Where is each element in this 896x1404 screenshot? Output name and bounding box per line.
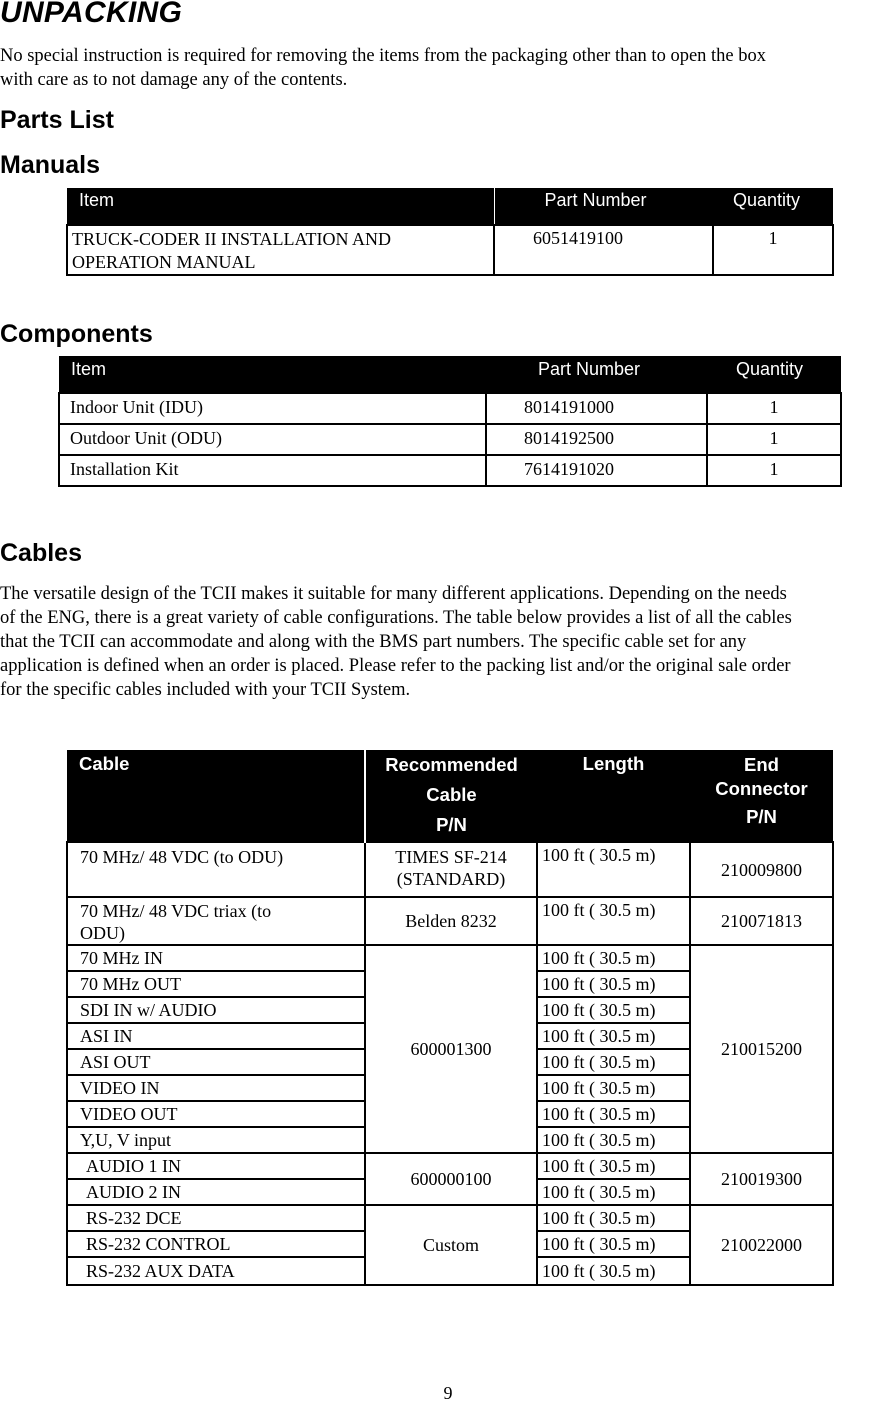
page-number: 9 <box>443 1383 453 1403</box>
cables-paragraph: The versatile design of the TCII makes it suitable for many different applications. Depending on the needs of the ENG, there is a great variety of cable configurations. The table below provides a list of all the cables that the TCII can accommodate and along with the BMS part numbers. The specific cable set for any application is defined when an order is placed. Please refer to the packing list and/or the original sale order for the specific cables included with your TCII System. <box>0 584 792 700</box>
manuals-heading: Manuals <box>0 151 101 179</box>
table-row: RS-232 DCE Custom 100 ft ( 30.5 m) 210022000 <box>67 1205 833 1231</box>
table-row: AUDIO 1 IN 600000100 100 ft ( 30.5 m) 210019300 <box>67 1153 833 1179</box>
cables-header-cable: Cable <box>67 750 365 842</box>
table-row: Outdoor Unit (ODU) 8014192500 1 <box>59 424 841 455</box>
cables-table <box>66 750 834 1286</box>
manuals-row <box>67 225 833 275</box>
table-row: ASI OUT 100 ft ( 30.5 m) <box>67 1049 833 1075</box>
components-header-part: Part Number <box>486 356 707 393</box>
table-row: 70 MHz OUT 100 ft ( 30.5 m) <box>67 971 833 997</box>
manuals-header-part: Part Number <box>494 188 713 225</box>
table-row: ASI IN 100 ft ( 30.5 m) <box>67 1023 833 1049</box>
manuals-item-cell: TRUCK-CODER II INSTALLATION AND OPERATION MANUAL <box>67 225 494 275</box>
page-title: UNPACKING <box>0 0 183 29</box>
table-row: VIDEO IN 100 ft ( 30.5 m) <box>67 1075 833 1101</box>
table-row: 70 MHz IN 600001300 100 ft ( 30.5 m) 210015200 <box>67 945 833 971</box>
components-table <box>58 356 842 487</box>
table-row: Indoor Unit (IDU) 8014191000 1 <box>59 393 841 424</box>
components-header-item: Item <box>59 356 486 393</box>
intro-paragraph: No special instruction is required for removing the items from the packaging other than to open the box with care as to not damage any of the contents. <box>0 46 767 90</box>
parts-list-heading: Parts List <box>0 106 114 134</box>
manuals-part-cell: 6051419100 <box>494 225 713 275</box>
table-row: AUDIO 2 IN 100 ft ( 30.5 m) <box>67 1179 833 1205</box>
cables-header-length: Length <box>537 750 690 842</box>
table-row: Installation Kit 7614191020 1 <box>59 455 841 486</box>
components-heading: Components <box>0 320 153 348</box>
manuals-qty-cell: 1 <box>713 225 833 275</box>
manuals-header-item: Item <box>67 188 494 225</box>
cables-header-end-connector: End Connector P/N <box>690 750 833 842</box>
table-row: VIDEO OUT 100 ft ( 30.5 m) <box>67 1101 833 1127</box>
table-row: RS-232 CONTROL 100 ft ( 30.5 m) <box>67 1231 833 1257</box>
table-row: 70 MHz/ 48 VDC triax (to ODU) Belden 8232 100 ft ( 30.5 m) 210071813 <box>67 897 833 945</box>
manuals-table <box>66 188 834 276</box>
cables-heading: Cables <box>0 539 82 567</box>
table-row: 70 MHz/ 48 VDC (to ODU) TIMES SF-214 (STANDARD) 100 ft ( 30.5 m) 210009800 <box>67 842 833 897</box>
cables-header-recommended: Recommended Cable P/N <box>365 750 537 842</box>
table-row: Y,U, V input 100 ft ( 30.5 m) <box>67 1127 833 1153</box>
manuals-header-qty: Quantity <box>713 188 833 225</box>
components-header-qty: Quantity <box>707 356 841 393</box>
table-row: SDI IN w/ AUDIO 100 ft ( 30.5 m) <box>67 997 833 1023</box>
table-row: RS-232 AUX DATA 100 ft ( 30.5 m) <box>67 1257 833 1285</box>
